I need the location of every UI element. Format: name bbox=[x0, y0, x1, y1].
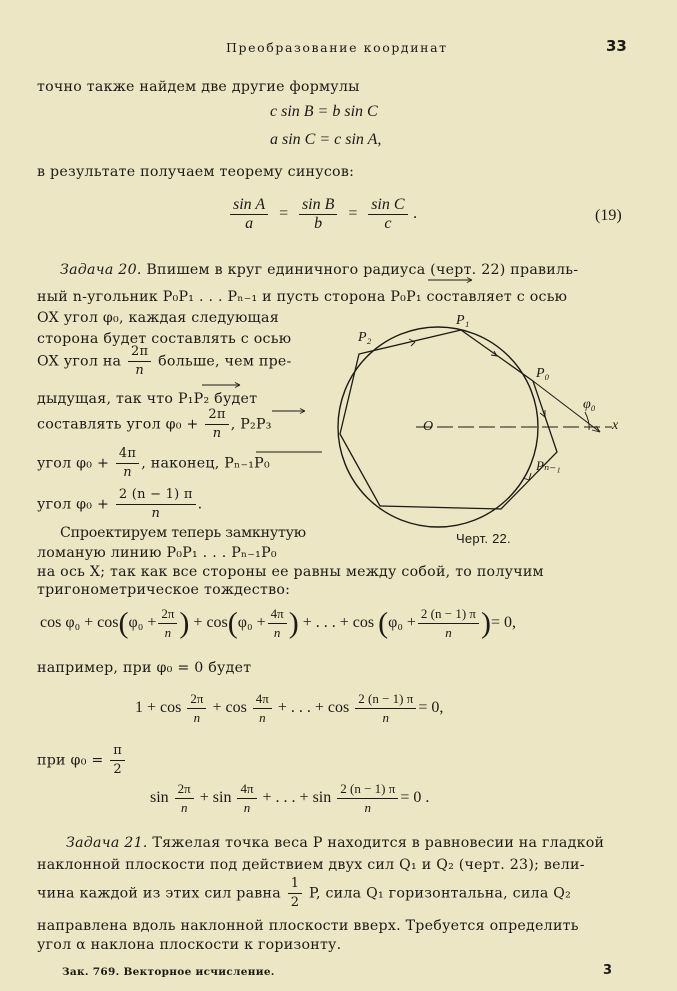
task-20-line10: Спроектируем теперь замкнутую bbox=[60, 525, 306, 541]
label-o: O bbox=[423, 419, 434, 434]
task-20-line4: сторона будет составлять с осью bbox=[37, 331, 292, 347]
label-phi: φ₀ bbox=[583, 397, 596, 412]
task-20-line9: угол φ₀ + $\frac{2 (n - 1) \pi}{n}$ . bbox=[37, 487, 203, 521]
page-number: 33 bbox=[606, 37, 627, 55]
text-line: при φ₀ = $\frac{\pi}{2}$ bbox=[37, 742, 127, 779]
task-20-line12: на ось X; так как все стороны ее равны между собой, то получим bbox=[37, 564, 544, 580]
text-line: в результате получаем теорему синусов: bbox=[37, 164, 355, 180]
task-20-line2: ный n-угольник P₀P₁ . . . Pₙ₋₁ и пусть сторона P₀P₁ составляет с осью bbox=[37, 289, 568, 305]
formula-1: c sin B = b sin C bbox=[270, 103, 378, 120]
task-21-line1: Задача 21. Тяжелая точка веса P находится в равновесии на гладкой bbox=[66, 835, 605, 851]
task-20-line13: тригонометрическое тождество: bbox=[37, 582, 291, 598]
task-20-line11: ломаную линию P₀P₁ . . . Pₙ₋₁P₀ bbox=[37, 545, 277, 561]
signature-number: 3 bbox=[603, 963, 613, 978]
task-20-line7: составлять угол φ₀ + $\frac{2\pi}{n}$ , P₂P₃ bbox=[37, 407, 272, 441]
cos-sum-equation: 1 + cos $\frac{2\pi}{n}$ + cos $\frac{4\pi}{n}$ + . . . + cos $\frac{2 (n - 1) \pi}{n}$ = 0, bbox=[135, 691, 444, 725]
text-line: точно также найдем две другие формулы bbox=[37, 79, 360, 95]
figure-caption: Черт. 22. bbox=[456, 531, 511, 546]
task-20-label: Задача 20. bbox=[60, 262, 142, 278]
equation-19: $\frac{\text{sin A}}{a}$ = $\frac{\text{sin B}}{b}$ = $\frac{\text{sin C}}{c}$ . bbox=[228, 196, 418, 233]
printer-note: Зак. 769. Векторное исчисление. bbox=[62, 966, 275, 978]
task-20-line8: угол φ₀ + $\frac{4\pi}{n}$ , наконец, Pₙ₋₁P₀ bbox=[37, 446, 270, 480]
task-21-line4: направлена вдоль наклонной плоскости вверх. Требуется определить bbox=[37, 918, 579, 934]
task-21-line5: угол α наклона плоскости к горизонту. bbox=[37, 937, 342, 953]
text-line: например, при φ₀ = 0 будет bbox=[37, 660, 252, 676]
polygon bbox=[340, 330, 557, 509]
task-21-line2: наклонной плоскости под действием двух сил Q₁ и Q₂ (черт. 23); вели- bbox=[37, 857, 585, 873]
task-20-line6: дыдущая, так что P₁P₂ будет bbox=[37, 391, 258, 407]
identity-equation: cos φ₀ + cos(φ₀ + $\frac{2\pi}{n}$ ) + cos(φ₀ + $\frac{4\pi}{n}$ ) + . . . + cos (φ₀ + $\frac{2 (n - 1) \pi}{n}$ )= 0, bbox=[40, 606, 517, 640]
task-21-line3: чина каждой из этих сил равна $\frac{1}{2}$ P, сила Q₁ горизонтальна, сила Q₂ bbox=[37, 876, 572, 910]
sin-sum-equation: sin $\frac{2\pi}{n}$ + sin $\frac{4\pi}{n}$ + . . . + sin $\frac{2 (n - 1) \pi}{n}$ = 0 . bbox=[150, 781, 430, 815]
label-p0: P₀ bbox=[536, 366, 550, 381]
task-20-line5: OX угол на $\frac{2\pi}{n}$ больше, чем пре- bbox=[37, 344, 292, 378]
equation-number: (19) bbox=[595, 207, 622, 224]
task-20-line3: OX угол φ₀, каждая следующая bbox=[37, 310, 279, 326]
label-p2: P₂ bbox=[358, 330, 372, 345]
label-p1: P₁ bbox=[456, 313, 470, 328]
task-21-label: Задача 21. bbox=[66, 835, 148, 851]
label-pn1: Pₙ₋₁ bbox=[536, 458, 561, 473]
label-x: x bbox=[612, 418, 619, 433]
task-20-line1: Задача 20. Впишем в круг единичного радиуса (черт. 22) правиль- bbox=[60, 262, 579, 278]
running-header: Преобразование координат bbox=[226, 40, 448, 55]
formula-2: a sin C = c sin A, bbox=[270, 131, 382, 148]
